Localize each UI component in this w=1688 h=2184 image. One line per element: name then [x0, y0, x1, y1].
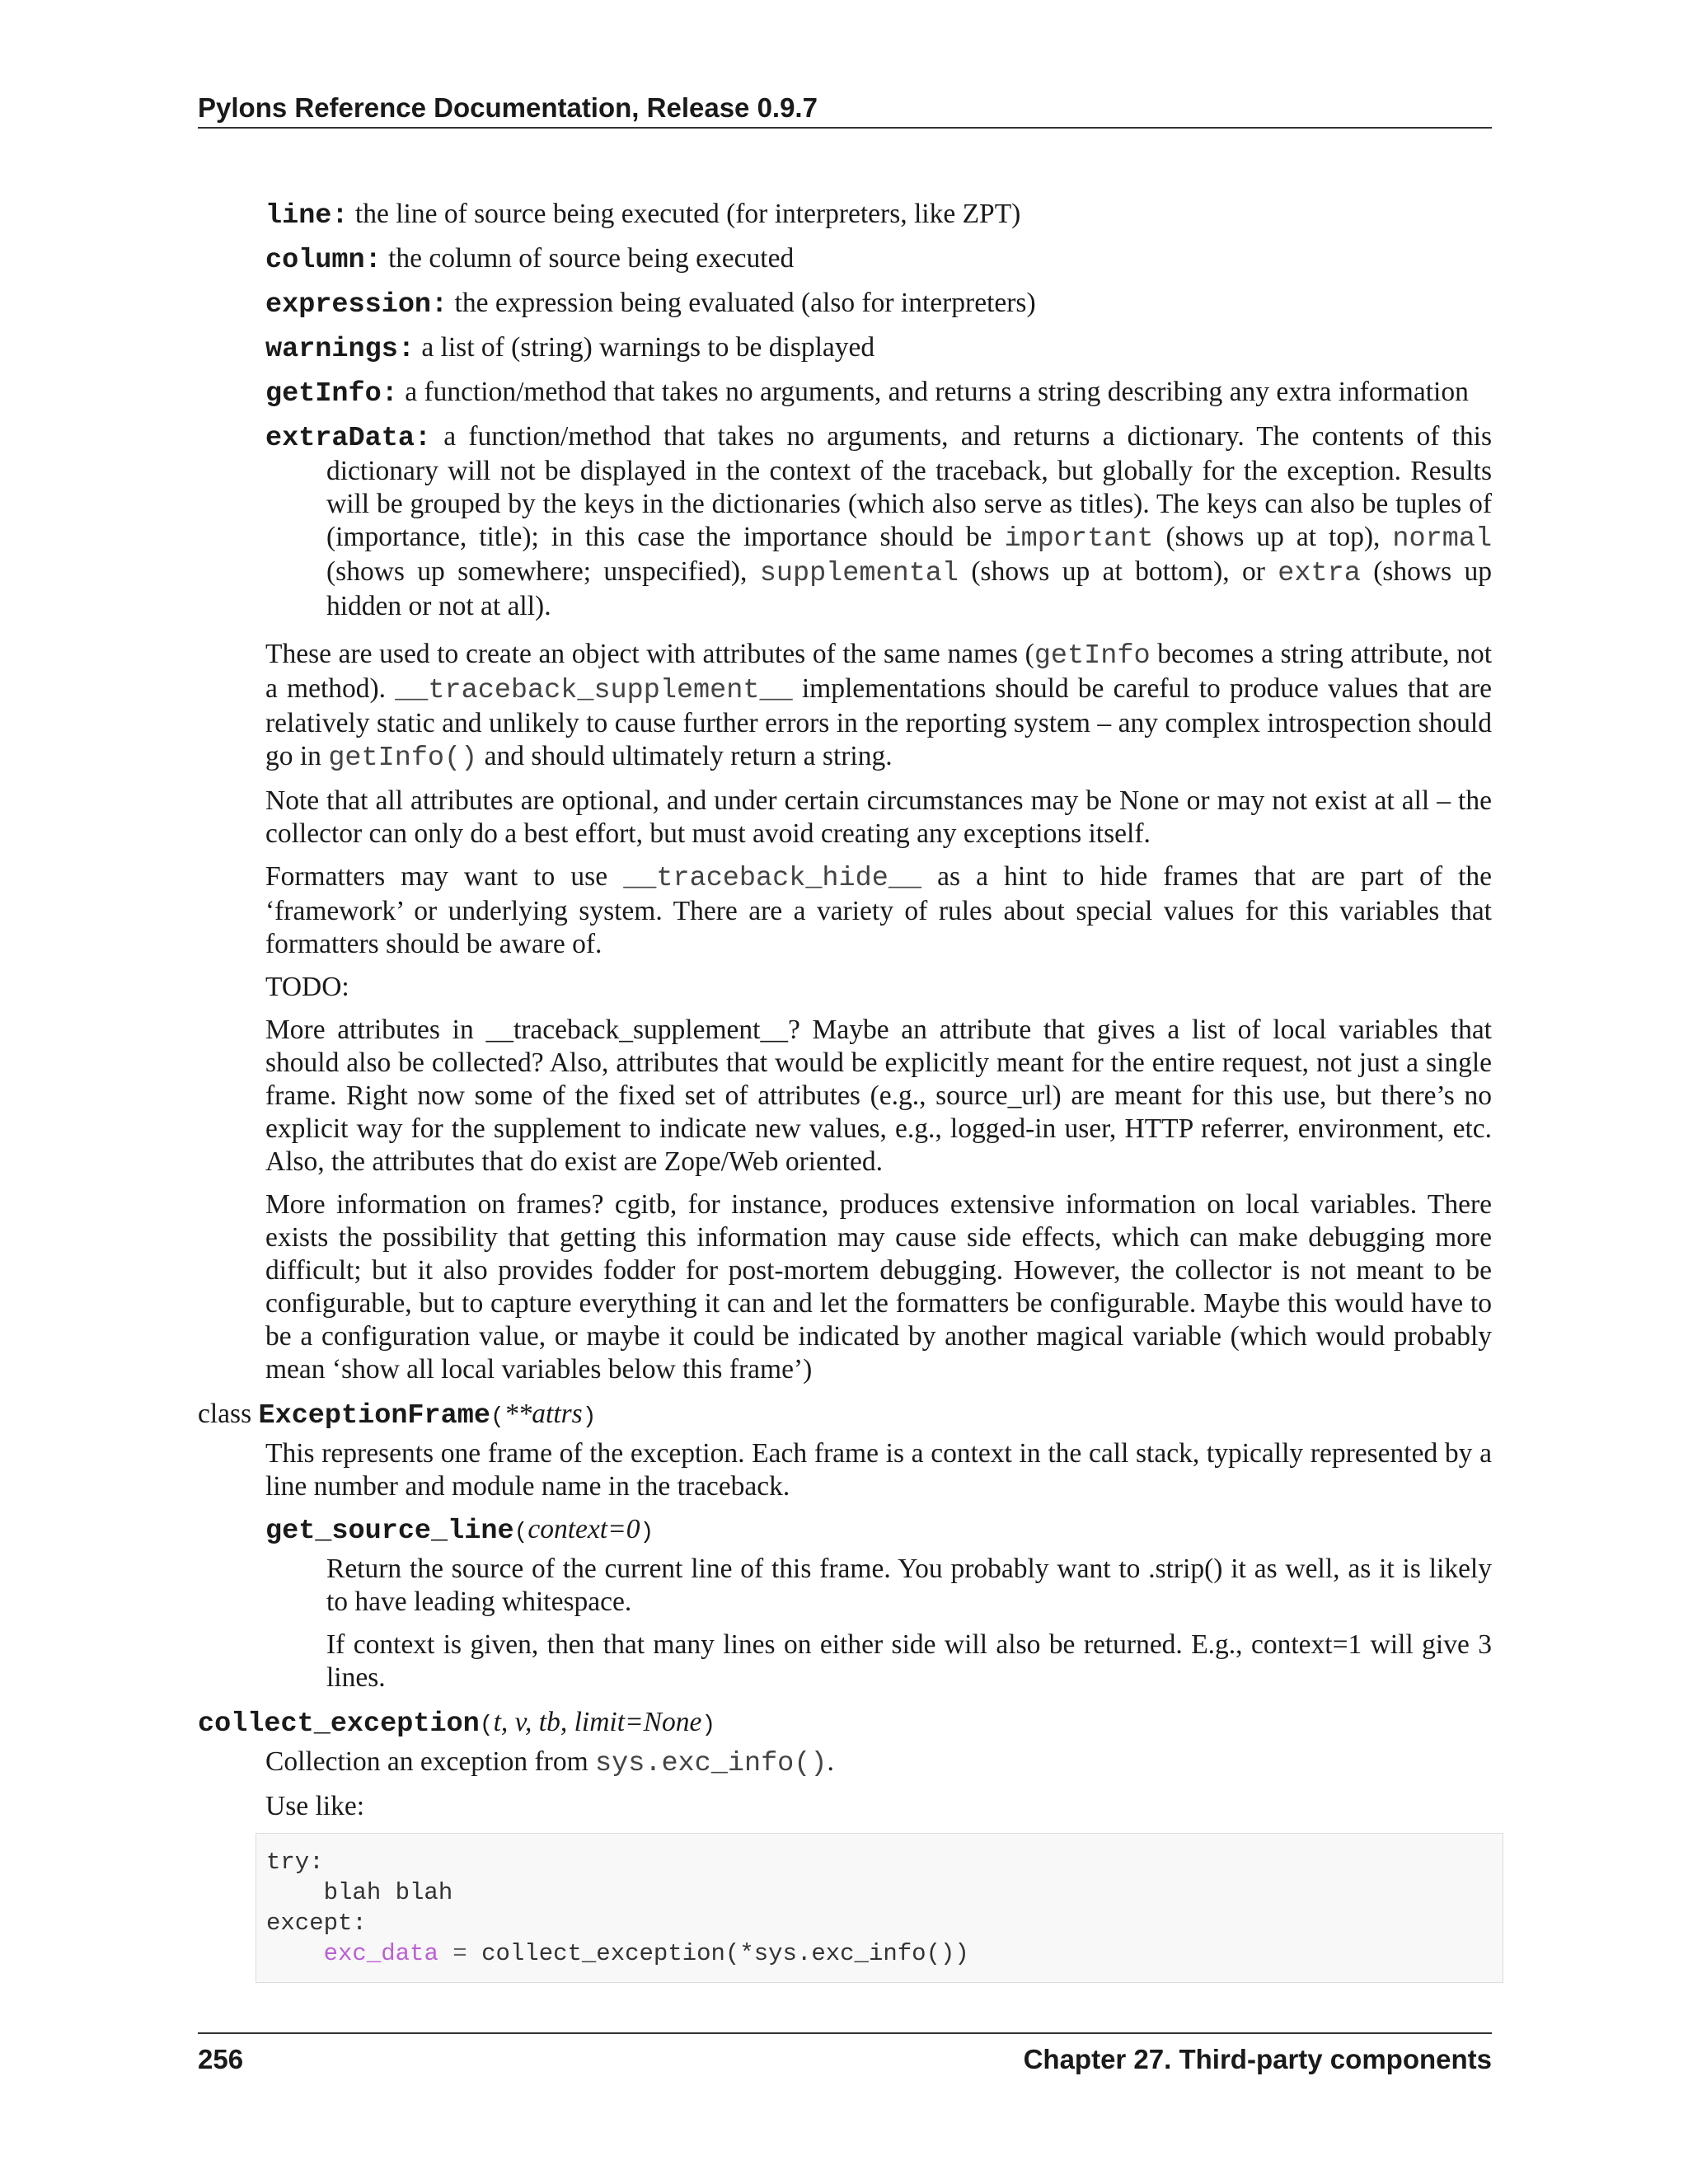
function-description: Collection an exception from sys.exc_info().	[265, 1746, 834, 1779]
function-name: collect_exception	[198, 1708, 480, 1740]
field-expression: expression: the expression being evaluated (also for interpreters)	[265, 288, 1036, 321]
header-title: Pylons Reference Documentation, Release 0.9.7	[198, 92, 818, 123]
code-block: try: blah blah except: exc_data = collect_exception(*sys.exc_info())	[256, 1833, 1503, 1983]
method-name: get_source_line	[265, 1516, 514, 1547]
paragraph-optional: Note that all attributes are optional, and under certain circumstances may be None or may not exist at all – the collector can only do a best effort, but must avoid creating any exceptions itself.	[265, 785, 1492, 849]
chapter-title: Chapter 27. Third-party components	[1023, 2044, 1492, 2074]
paragraph-more-frames: More information on frames? cgitb, for instance, produces extensive information on local variables. There exists the possibility that getting this information may cause side effects, which can make debugging more difficult; but it also provides fodder for post-mortem debugging. However, the collector is not meant to be configurable, but to capture everything it can and let the formatters be configurable. Maybe this would have to be a configuration value, or maybe it could be indicated by another magical variable (which would probably mean ‘show all local variables below this frame’)	[265, 1189, 1492, 1385]
method-signature: get_source_line(context=0)	[265, 1514, 654, 1547]
paragraph-formatters: Formatters may want to use __traceback_hide__ as a hint to hide frames that are part of the ‘framework’ or underlying system. There are a variety of rules about special values for this variables that formatters should be aware of.	[265, 861, 1493, 959]
field-column: column: the column of source being executed	[265, 243, 795, 276]
class-description: This represents one frame of the exception. Each frame is a context in the call stack, typically represented by a line number and module name in the traceback.	[265, 1438, 1492, 1502]
class-signature: class ExceptionFrame(**attrs)	[198, 1399, 597, 1432]
field-extradata: extraData: a function/method that takes no arguments, and returns a dictionary. The contents of this dictionary will not be displayed in the context of the traceback, but globally for the exception. Results will be grouped by the keys in the dictionaries (which also serve as titles). The keys can also be tuples of (importance, title); in this case the importance should be important (shows up at top), normal (shows up somewhere; unspecified), supplemental (shows up at bottom), or extra (shows up hidden or not at all).	[265, 421, 1493, 621]
class-name: ExceptionFrame	[258, 1400, 490, 1432]
page-content	[198, 198, 1492, 1983]
paragraph-todo: TODO:	[265, 972, 349, 1002]
field-getinfo: getInfo: a function/method that takes no arguments, and returns a string describing any extra information	[265, 377, 1469, 410]
function-signature: collect_exception(t, v, tb, limit=None)	[198, 1707, 716, 1740]
running-footer	[198, 2032, 1492, 2079]
running-header	[198, 89, 1492, 129]
method-body	[326, 1553, 1492, 1694]
method-description-2: If context is given, then that many lines on either side will also be returned. E.g., context=1 will give 3 lines.	[326, 1629, 1492, 1693]
page-number: 256	[198, 2044, 244, 2074]
paragraph-attributes: These are used to create an object with attributes of the same names (getInfo becomes a string attribute, not a method). __traceback_supplement__ implementations should be careful to produce values that are relatively static and unlikely to cause further errors in the reporting system – any complex introspection should go in getInfo() and should ultimately return a string.	[265, 639, 1493, 774]
paragraph-more-attributes: More attributes in __traceback_supplement__? Maybe an attribute that gives a list of local variables that should also be collected? Also, attributes that would be explicitly meant for the entire request, not just a single frame. Right now some of the fixed set of attributes (e.g., source_url) are meant for this use, but there’s no explicit way for the supplement to indicate new values, e.g., logged-in user, HTTP referrer, environment, etc. Also, the attributes that do exist are Zope/Web oriented.	[265, 1015, 1492, 1177]
class-body	[265, 1437, 1492, 1549]
field-warnings: warnings: a list of (string) warnings to be displayed	[265, 332, 875, 365]
function-body	[265, 1746, 1492, 1823]
field-line: line: the line of source being executed (for interpreters, like ZPT)	[265, 199, 1021, 232]
method-description-1: Return the source of the current line of this frame. You probably want to .strip() it as well, as it is likely to have leading whitespace.	[326, 1554, 1492, 1617]
function-use-like: Use like:	[265, 1791, 365, 1821]
